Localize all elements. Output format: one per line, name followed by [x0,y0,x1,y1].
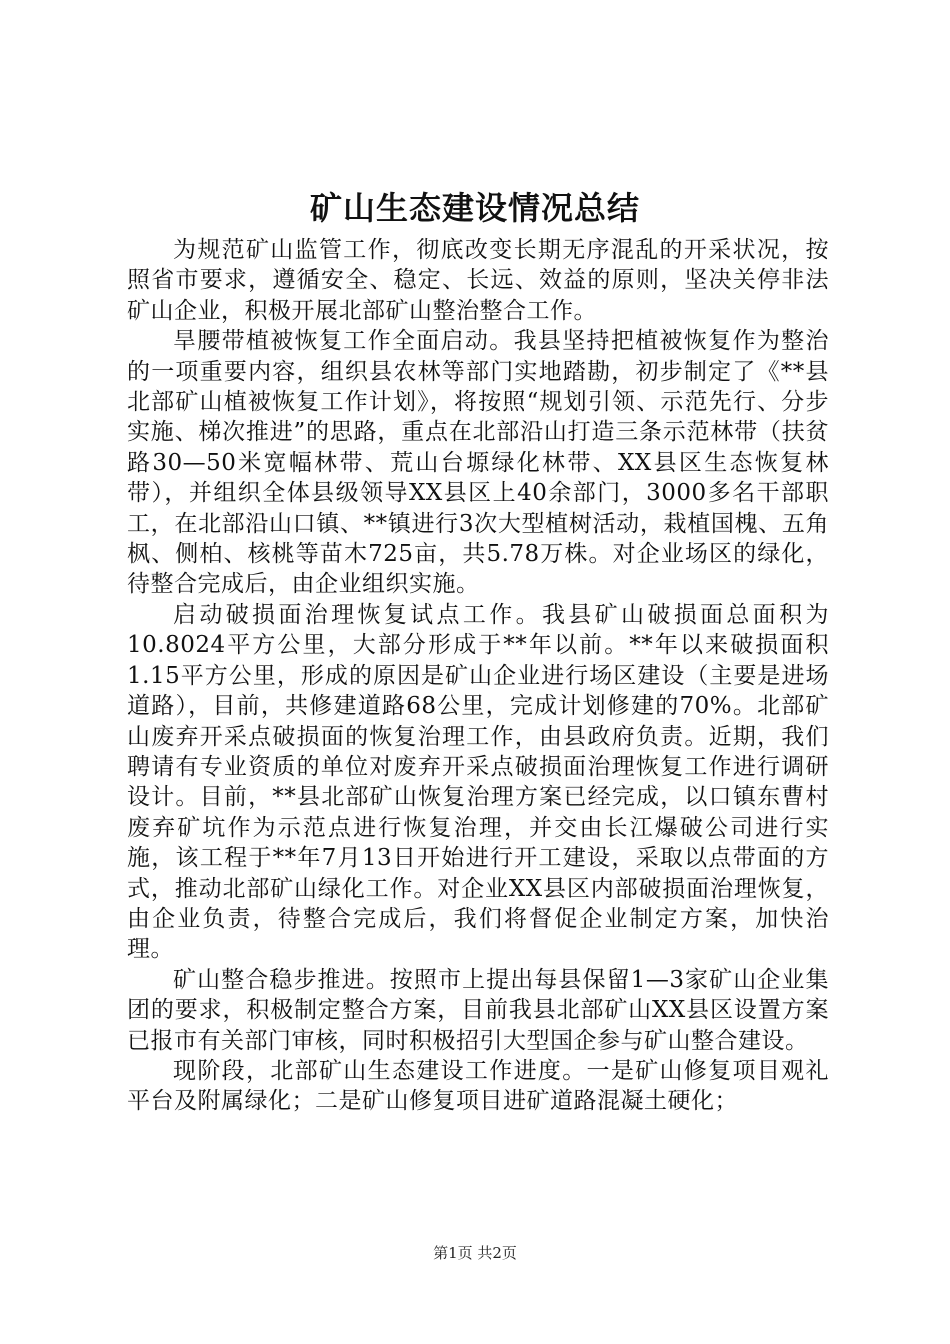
paragraph-vegetation: 旱腰带植被恢复工作全面启动。我县坚持把植被恢复作为整治的一项重要内容，组织县农林等部门实地踏勘，初步制定了《**县北部矿山植被恢复工作计划》，将按照“规划引领、示范先行、分步实施、梯次推进”的思路，重点在北部沿山打造三条示范林带（扶贫路30—50米宽幅林带、荒山台塬绿化林带、XX县区生态恢复林带），并组织全体县级领导XX县区上40余部门，3000多名干部职工，在北部沿山口镇、**镇进行3次大型植树活动，栽植国槐、五角枫、侧柏、核桃等苗木725亩，共5.78万株。对企业场区的绿化，待整合完成后，由企业组织实施。 [127,328,829,598]
document-title: 矿山生态建设情况总结 [309,189,640,227]
paragraph-intro: 为规范矿山监管工作，彻底改变长期无序混乱的开采状况，按照省市要求，遵循安全、稳定、长远、效益的原则，坚决关停非法矿山企业，积极开展北部矿山整治整合工作。 [127,237,829,324]
paragraph-progress: 现阶段，北部矿山生态建设工作进度。一是矿山修复项目观礼平台及附属绿化；二是矿山修复项目进矿道路混凝土硬化； [127,1057,829,1115]
document-body [127,235,829,1117]
page-footer: 第1页 共2页 [433,1244,517,1262]
paragraph-integration: 矿山整合稳步推进。按照市上提出每县保留1—3家矿山企业集团的要求，积极制定整合方案，目前我县北部矿山XX县区设置方案已报市有关部门审核，同时积极招引大型国企参与矿山整合建设。 [127,966,829,1054]
paragraph-damage-repair: 启动破损面治理恢复试点工作。我县矿山破损面总面积为10.8024平方公里，大部分形成于**年以前。**年以来破损面积1.15平方公里，形成的原因是矿山企业进行场区建设（主要是进场道路），目前，共修建道路68公里，完成计划修建的70%。北部矿山废弃开采点破损面的恢复治理工作，由县政府负责。近期，我们聘请有专业资质的单位对废弃开采点破损面治理恢复工作进行调研设计。目前，**县北部矿山恢复治理方案已经完成，以口镇东曹村废弃矿坑作为示范点进行恢复治理，并交由长江爆破公司进行实施，该工程于**年7月13日开始进行开工建设，采取以点带面的方式，推动北部矿山绿化工作。对企业XX县区内部破损面治理恢复，由企业负责，待整合完成后，我们将督促企业制定方案，加快治理。 [127,601,829,963]
